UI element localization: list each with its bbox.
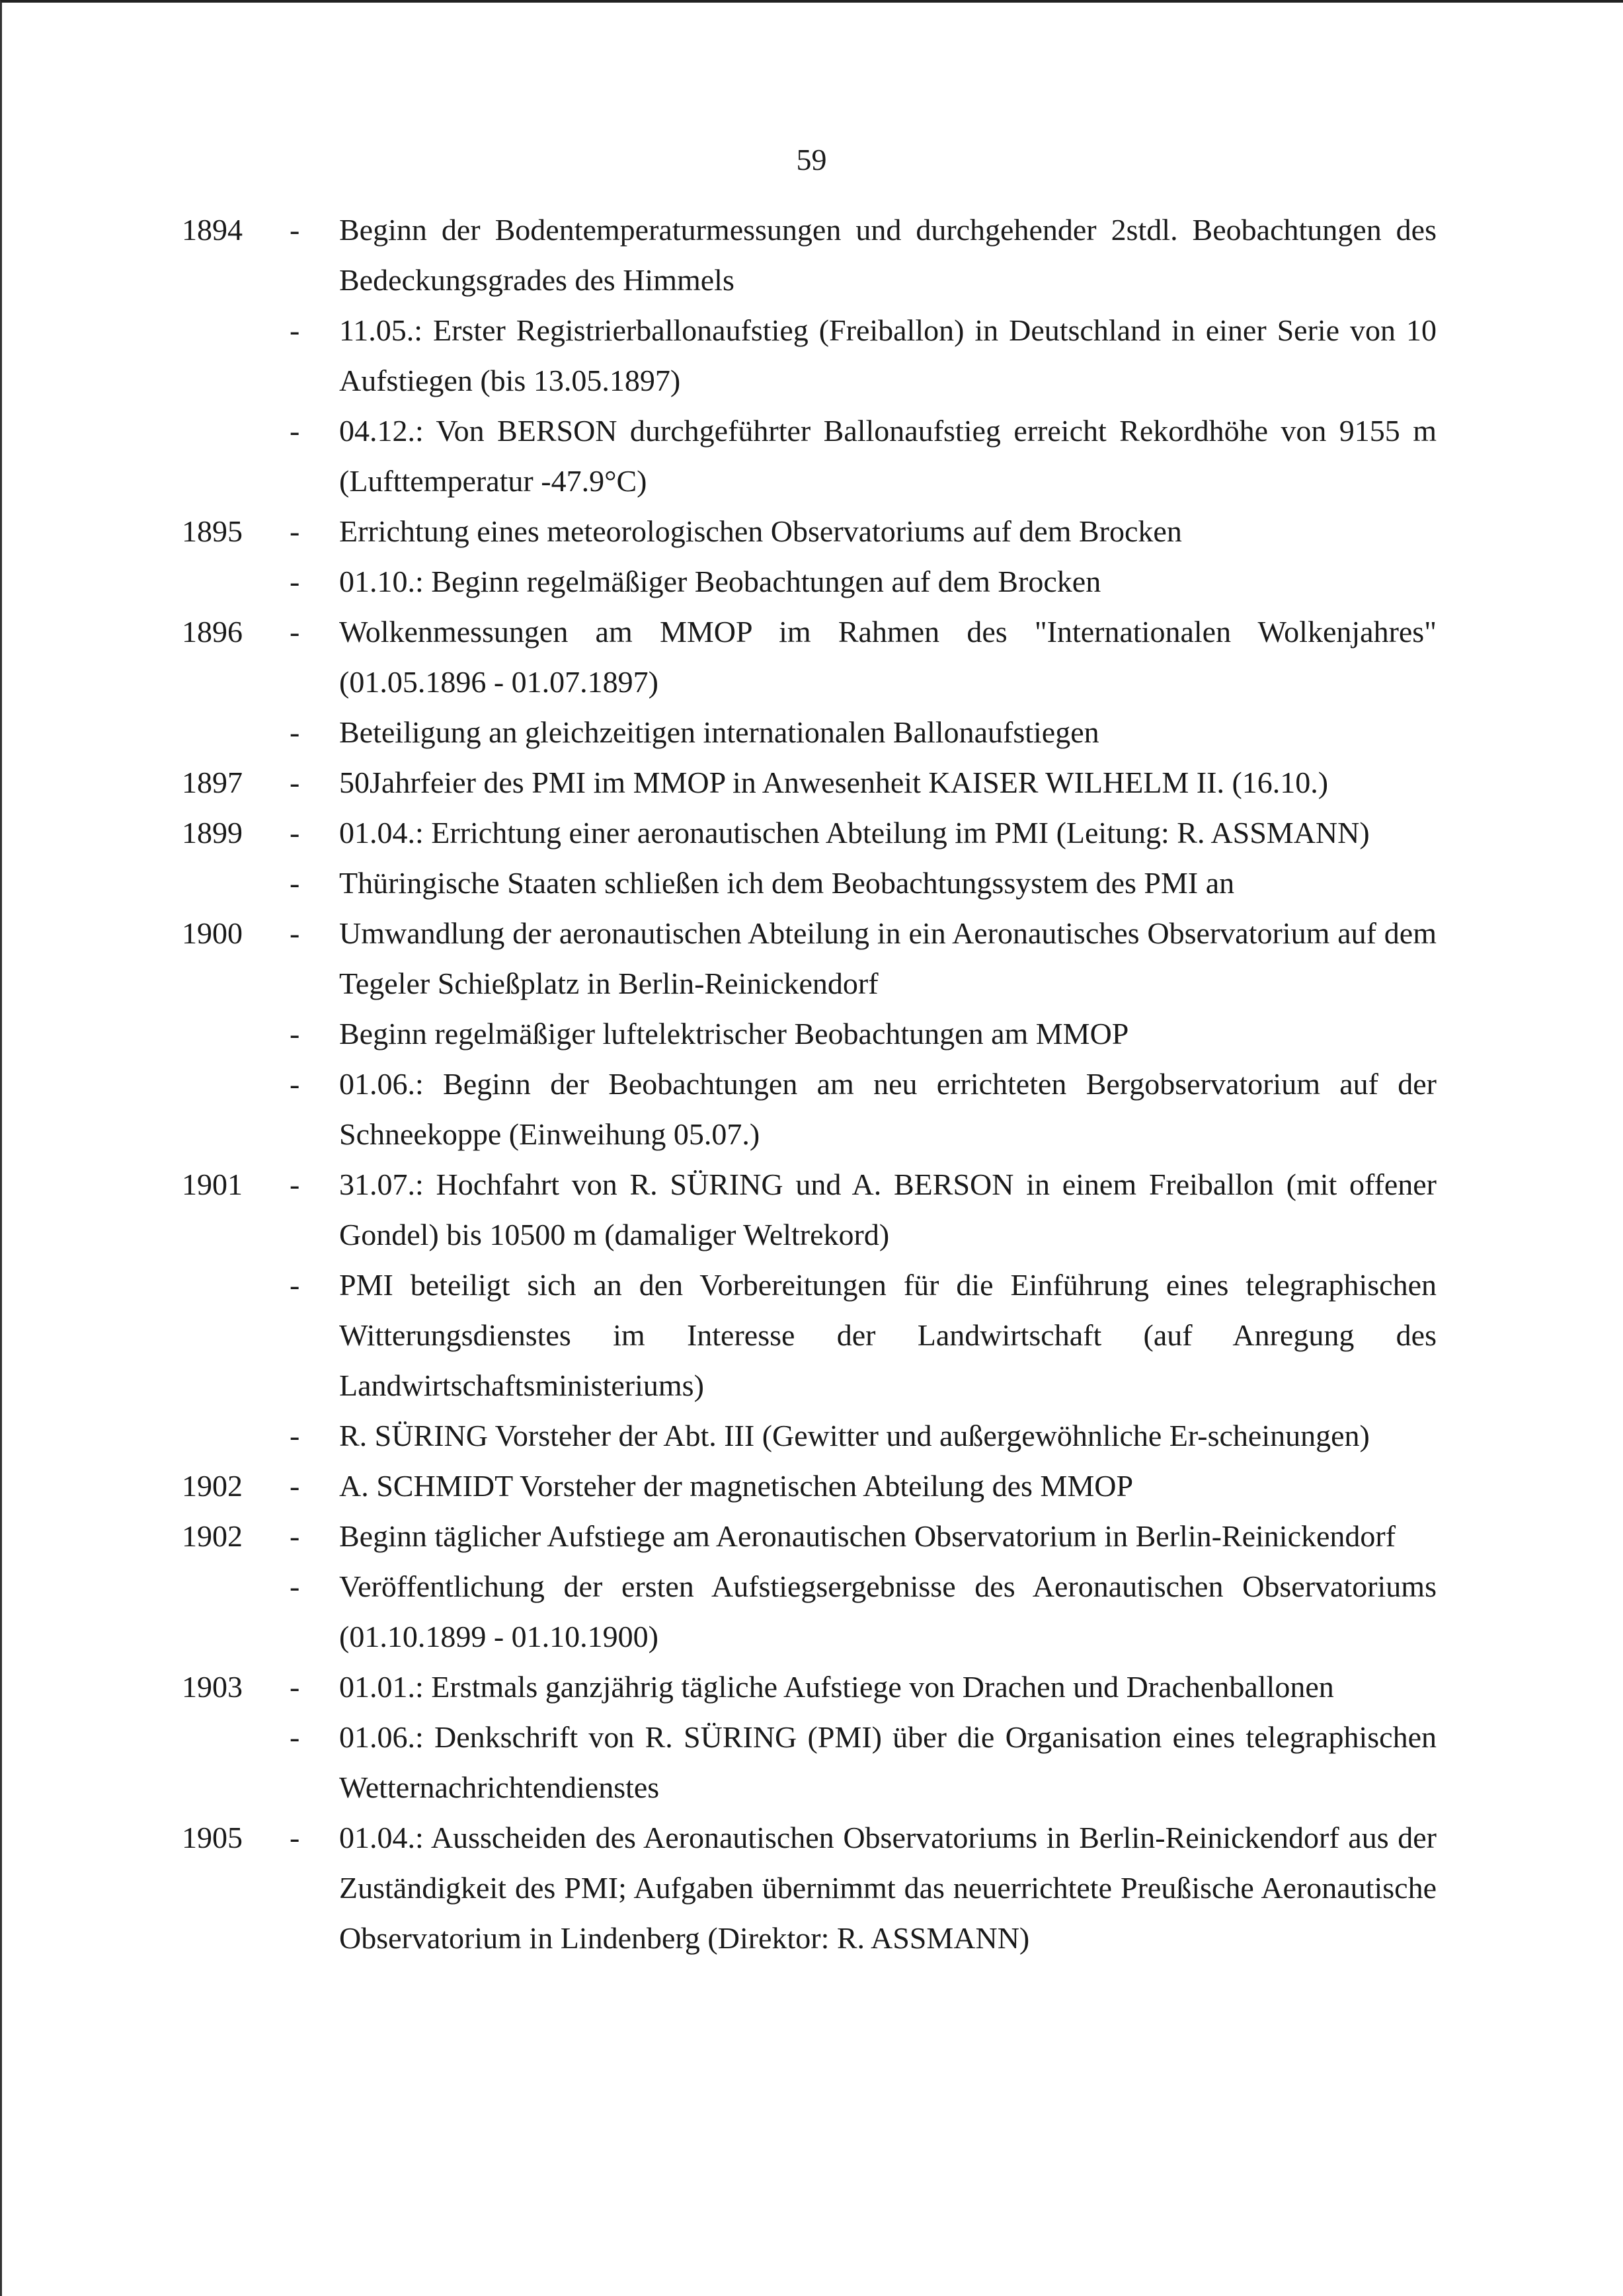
entry-year: 1897 [182,766,243,799]
entry-dash: - [290,414,300,448]
timeline-entry [0,205,1623,305]
entry-dash: - [290,1569,300,1603]
timeline-entry [0,1260,1623,1411]
entry-text: Beginn regelmäßiger luftelektrischer Beobachtungen am MMOP [339,1017,1129,1050]
timeline-entry [0,908,1623,1009]
entry-text: Thüringische Staaten schließen ich dem Beobachtungssystem des PMI an [339,866,1235,900]
entry-text: 04.12.: Von BERSON durchgeführter Ballonaufstieg erreicht Rekordhöhe von 9155 m (Lufttemperatur -47.9°C) [339,414,1437,498]
entry-dash: - [290,213,300,247]
entry-text: Beginn der Bodentemperaturmessungen und durchgehender 2stdl. Beobachtungen des Bedeckungsgrades des Himmels [339,213,1437,297]
timeline-entry [0,1511,1623,1562]
entry-year: 1902 [182,1469,243,1503]
entry-text: A. SCHMIDT Vorsteher der magnetischen Abteilung des MMOP [339,1469,1134,1503]
entry-dash: - [290,766,300,799]
timeline-entry [0,707,1623,758]
entry-year: 1901 [182,1168,243,1201]
entry-dash: - [290,715,300,749]
entry-text: Errichtung eines meteorologischen Observatoriums auf dem Brocken [339,514,1182,548]
entry-text: Wolkenmessungen am MMOP im Rahmen des "Internationalen Wolkenjahres" (01.05.1896 - 01.07.1897) [339,615,1437,699]
timeline-entry [0,1009,1623,1059]
entry-text: 50Jahrfeier des PMI im MMOP in Anwesenheit KAISER WILHELM II. (16.10.) [339,766,1329,799]
entry-year: 1895 [182,514,243,548]
entry-text: Beginn täglicher Aufstiege am Aeronautischen Observatorium in Berlin-Reinickendorf [339,1519,1396,1553]
entry-text: Veröffentlichung der ersten Aufstiegsergebnisse des Aeronautischen Observatoriums (01.10.1899 - 01.10.1900) [339,1569,1437,1653]
timeline-entry [0,1662,1623,1712]
entry-year: 1896 [182,615,243,649]
entry-dash: - [290,1670,300,1704]
entry-year: 1902 [182,1519,243,1553]
timeline-entry [0,758,1623,808]
entry-dash: - [290,1821,300,1854]
entry-text: 01.06.: Beginn der Beobachtungen am neu errichteten Bergobservatorium auf der Schneekoppe (Einweihung 05.07.) [339,1067,1437,1151]
entry-dash: - [290,565,300,598]
entry-dash: - [290,816,300,850]
entry-text: 31.07.: Hochfahrt von R. SÜRING und A. BERSON in einem Freiballon (mit offener Gondel) bis 10500 m (damaliger Weltrekord) [339,1168,1437,1251]
entry-dash: - [290,615,300,649]
entry-dash: - [290,1419,300,1452]
timeline [0,205,1623,1963]
timeline-entry [0,1813,1623,1963]
entry-dash: - [290,1469,300,1503]
entry-text: 01.04.: Ausscheiden des Aeronautischen Observatoriums in Berlin-Reinickendorf aus der Zuständigkeit des PMI; Aufgaben übernimmt das neuerrichtete Preußische Aeronautische Observatorium in Lindenberg (Direktor: R. ASSMANN) [339,1821,1437,1955]
entry-text: 11.05.: Erster Registrierballonaufstieg (Freiballon) in Deutschland in einer Serie von 10 Aufstiegen (bis 13.05.1897) [339,313,1437,397]
entry-dash: - [290,1168,300,1201]
entry-text: 01.01.: Erstmals ganzjährig tägliche Aufstiege von Drachen und Drachenballonen [339,1670,1334,1704]
timeline-entry [0,1411,1623,1461]
entry-text: 01.10.: Beginn regelmäßiger Beobachtungen auf dem Brocken [339,565,1101,598]
entry-year: 1900 [182,916,243,950]
timeline-entry [0,1562,1623,1662]
entry-year: 1903 [182,1670,243,1704]
timeline-entry [0,305,1623,406]
entry-year: 1894 [182,213,243,247]
entry-dash: - [290,514,300,548]
entry-dash: - [290,1017,300,1050]
entry-text: 01.04.: Errichtung einer aeronautischen Abteilung im PMI (Leitung: R. ASSMANN) [339,816,1370,850]
entry-year: 1905 [182,1821,243,1854]
entry-text: PMI beteiligt sich an den Vorbereitungen für die Einführung eines telegraphischen Witterungsdienstes im Interesse der Landwirtschaft (auf Anregung des Landwirtschaftsministeriums) [339,1268,1437,1402]
entry-dash: - [290,313,300,347]
timeline-entry [0,1160,1623,1260]
entry-dash: - [290,1720,300,1754]
timeline-entry [0,1712,1623,1813]
entry-text: Beteiligung an gleichzeitigen internationalen Ballonaufstiegen [339,715,1099,749]
entry-year: 1899 [182,816,243,850]
entry-dash: - [290,1268,300,1302]
page-number: 59 [796,143,827,177]
entry-dash: - [290,866,300,900]
timeline-entry [0,1059,1623,1160]
entry-dash: - [290,916,300,950]
timeline-entry [0,607,1623,707]
entry-text: R. SÜRING Vorsteher der Abt. III (Gewitter und außergewöhnliche Er-scheinungen) [339,1419,1370,1452]
timeline-entry [0,858,1623,908]
timeline-entry [0,506,1623,557]
timeline-entry [0,808,1623,858]
entry-dash: - [290,1067,300,1101]
entry-dash: - [290,1519,300,1553]
timeline-entry [0,557,1623,607]
entry-text: Umwandlung der aeronautischen Abteilung in ein Aeronautisches Observatorium auf dem Tegeler Schießplatz in Berlin-Reinickendorf [339,916,1437,1000]
timeline-entry [0,406,1623,506]
timeline-entry [0,1461,1623,1511]
entry-text: 01.06.: Denkschrift von R. SÜRING (PMI) über die Organisation eines telegraphischen Wetternachrichtendienstes [339,1720,1437,1804]
